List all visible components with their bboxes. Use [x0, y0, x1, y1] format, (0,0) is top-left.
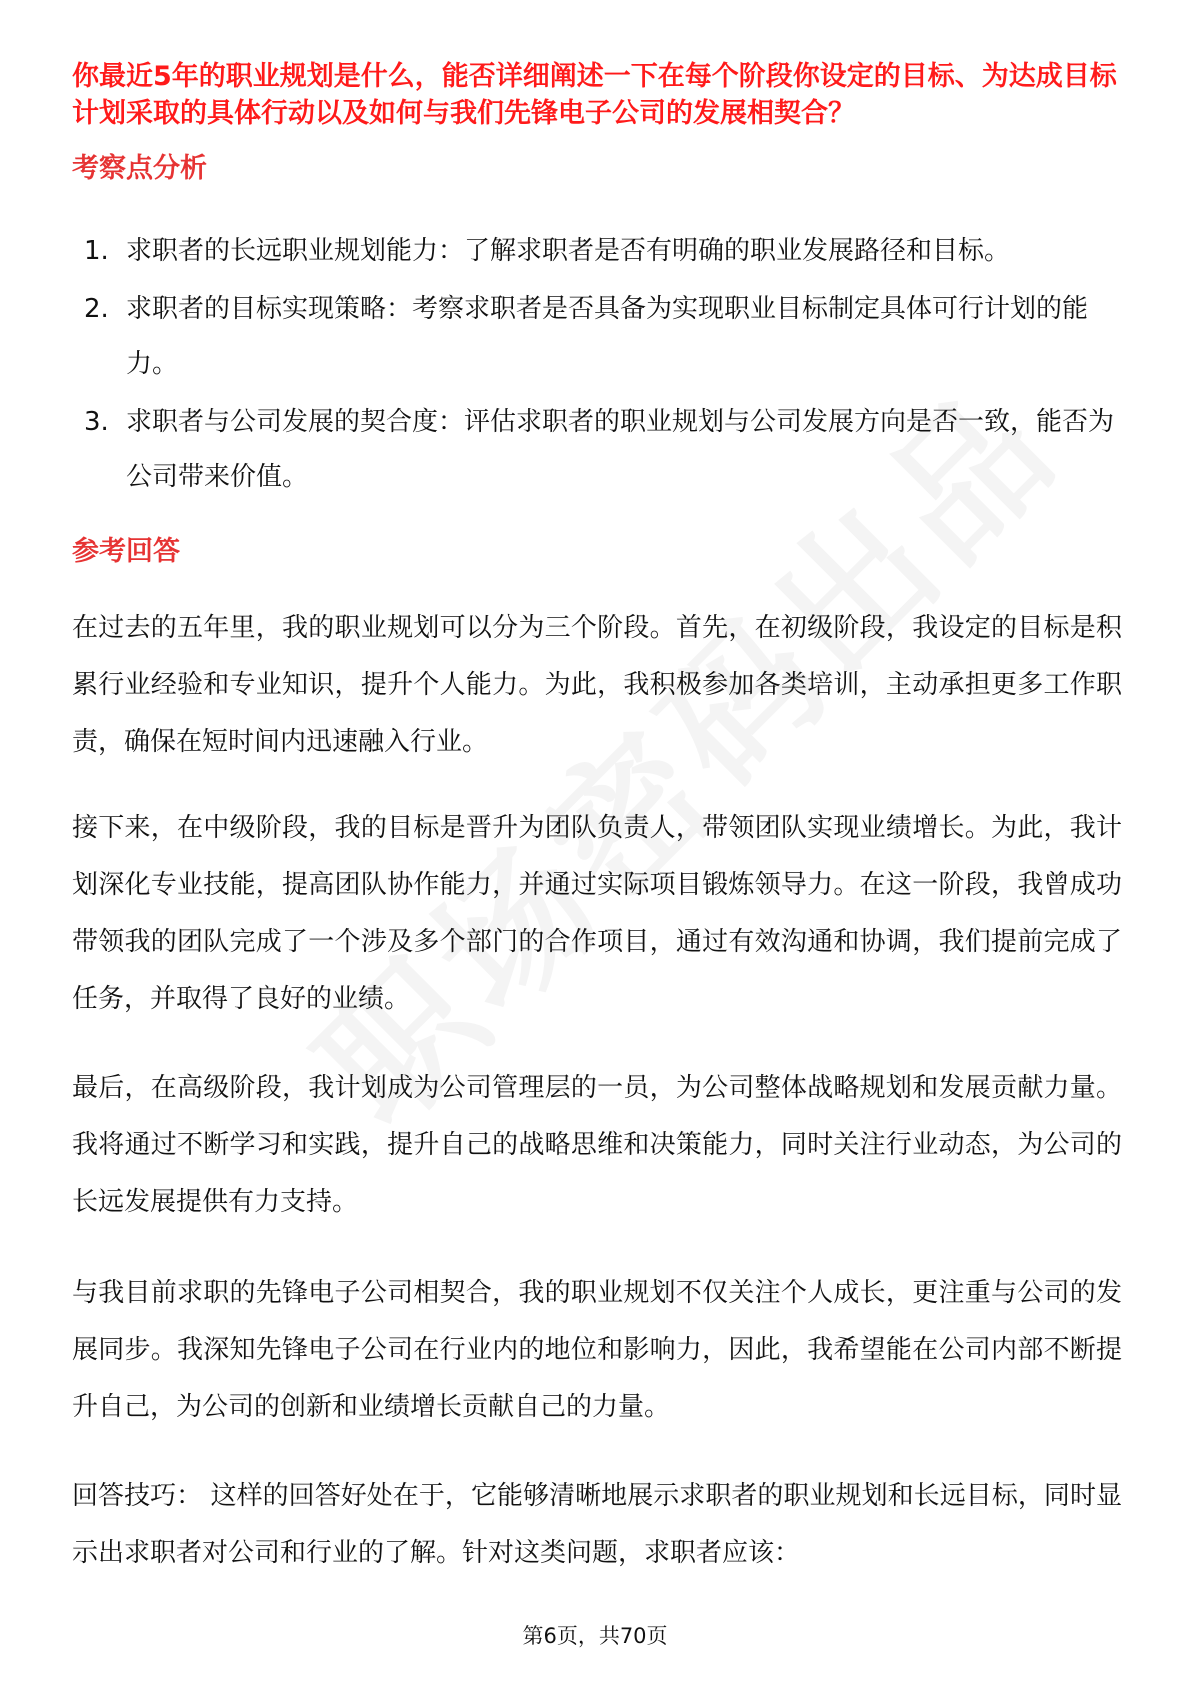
point-number: 2.	[84, 294, 109, 324]
analysis-point	[84, 224, 1124, 279]
point-text: 求职者的目标实现策略：考察求职者是否具备为实现职业目标制定具体可行计划的能力。	[126, 294, 1089, 379]
analysis-point	[84, 395, 1124, 505]
answer-heading: 参考回答	[72, 536, 180, 567]
answer-paragraph: 接下来，在中级阶段，我的目标是晋升为团队负责人，带领团队实现业绩增长。为此，我计划深化专业技能，提高团队协作能力，并通过实际项目锻炼领导力。在这一阶段，我曾成功带领我的团队完成了一个涉及多个部门的合作项目，通过有效沟通和协调，我们提前完成了任务，并取得了良好的业绩。	[72, 813, 1122, 1014]
point-number: 3.	[84, 407, 109, 437]
answer-paragraph: 在过去的五年里，我的职业规划可以分为三个阶段。首先，在初级阶段，我设定的目标是积累行业经验和专业知识，提升个人能力。为此，我积极参加各类培训，主动承担更多工作职责，确保在短时间内迅速融入行业。	[72, 613, 1122, 757]
point-number: 1.	[84, 236, 109, 266]
interview-question: 你最近5年的职业规划是什么，能否详细阐述一下在每个阶段你设定的目标、为达成目标计划采取的具体行动以及如何与我们先锋电子公司的发展相契合？	[72, 61, 1117, 129]
answer-paragraph: 与我目前求职的先锋电子公司相契合，我的职业规划不仅关注个人成长，更注重与公司的发展同步。我深知先锋电子公司在行业内的地位和影响力，因此，我希望能在公司内部不断提升自己，为公司的创新和业绩增长贡献自己的力量。	[72, 1278, 1122, 1422]
analysis-point	[84, 282, 1124, 392]
point-text: 求职者的长远职业规划能力：了解求职者是否有明确的职业发展路径和目标。	[126, 236, 1011, 266]
point-text: 求职者与公司发展的契合度：评估求职者的职业规划与公司发展方向是否一致，能否为公司带来价值。	[126, 407, 1115, 492]
analysis-points-list	[84, 224, 1124, 508]
answer-tips-paragraph: 回答技巧： 这样的回答好处在于，它能够清晰地展示求职者的职业规划和长远目标，同时显示出求职者对公司和行业的了解。针对这类问题，求职者应该：	[72, 1481, 1122, 1568]
analysis-heading: 考察点分析	[72, 153, 207, 184]
answer-paragraph: 最后，在高级阶段，我计划成为公司管理层的一员，为公司整体战略规划和发展贡献力量。我将通过不断学习和实践，提升自己的战略思维和决策能力，同时关注行业动态，为公司的长远发展提供有力支持。	[72, 1073, 1122, 1217]
page-number-footer: 第6页，共70页	[522, 1624, 668, 1648]
